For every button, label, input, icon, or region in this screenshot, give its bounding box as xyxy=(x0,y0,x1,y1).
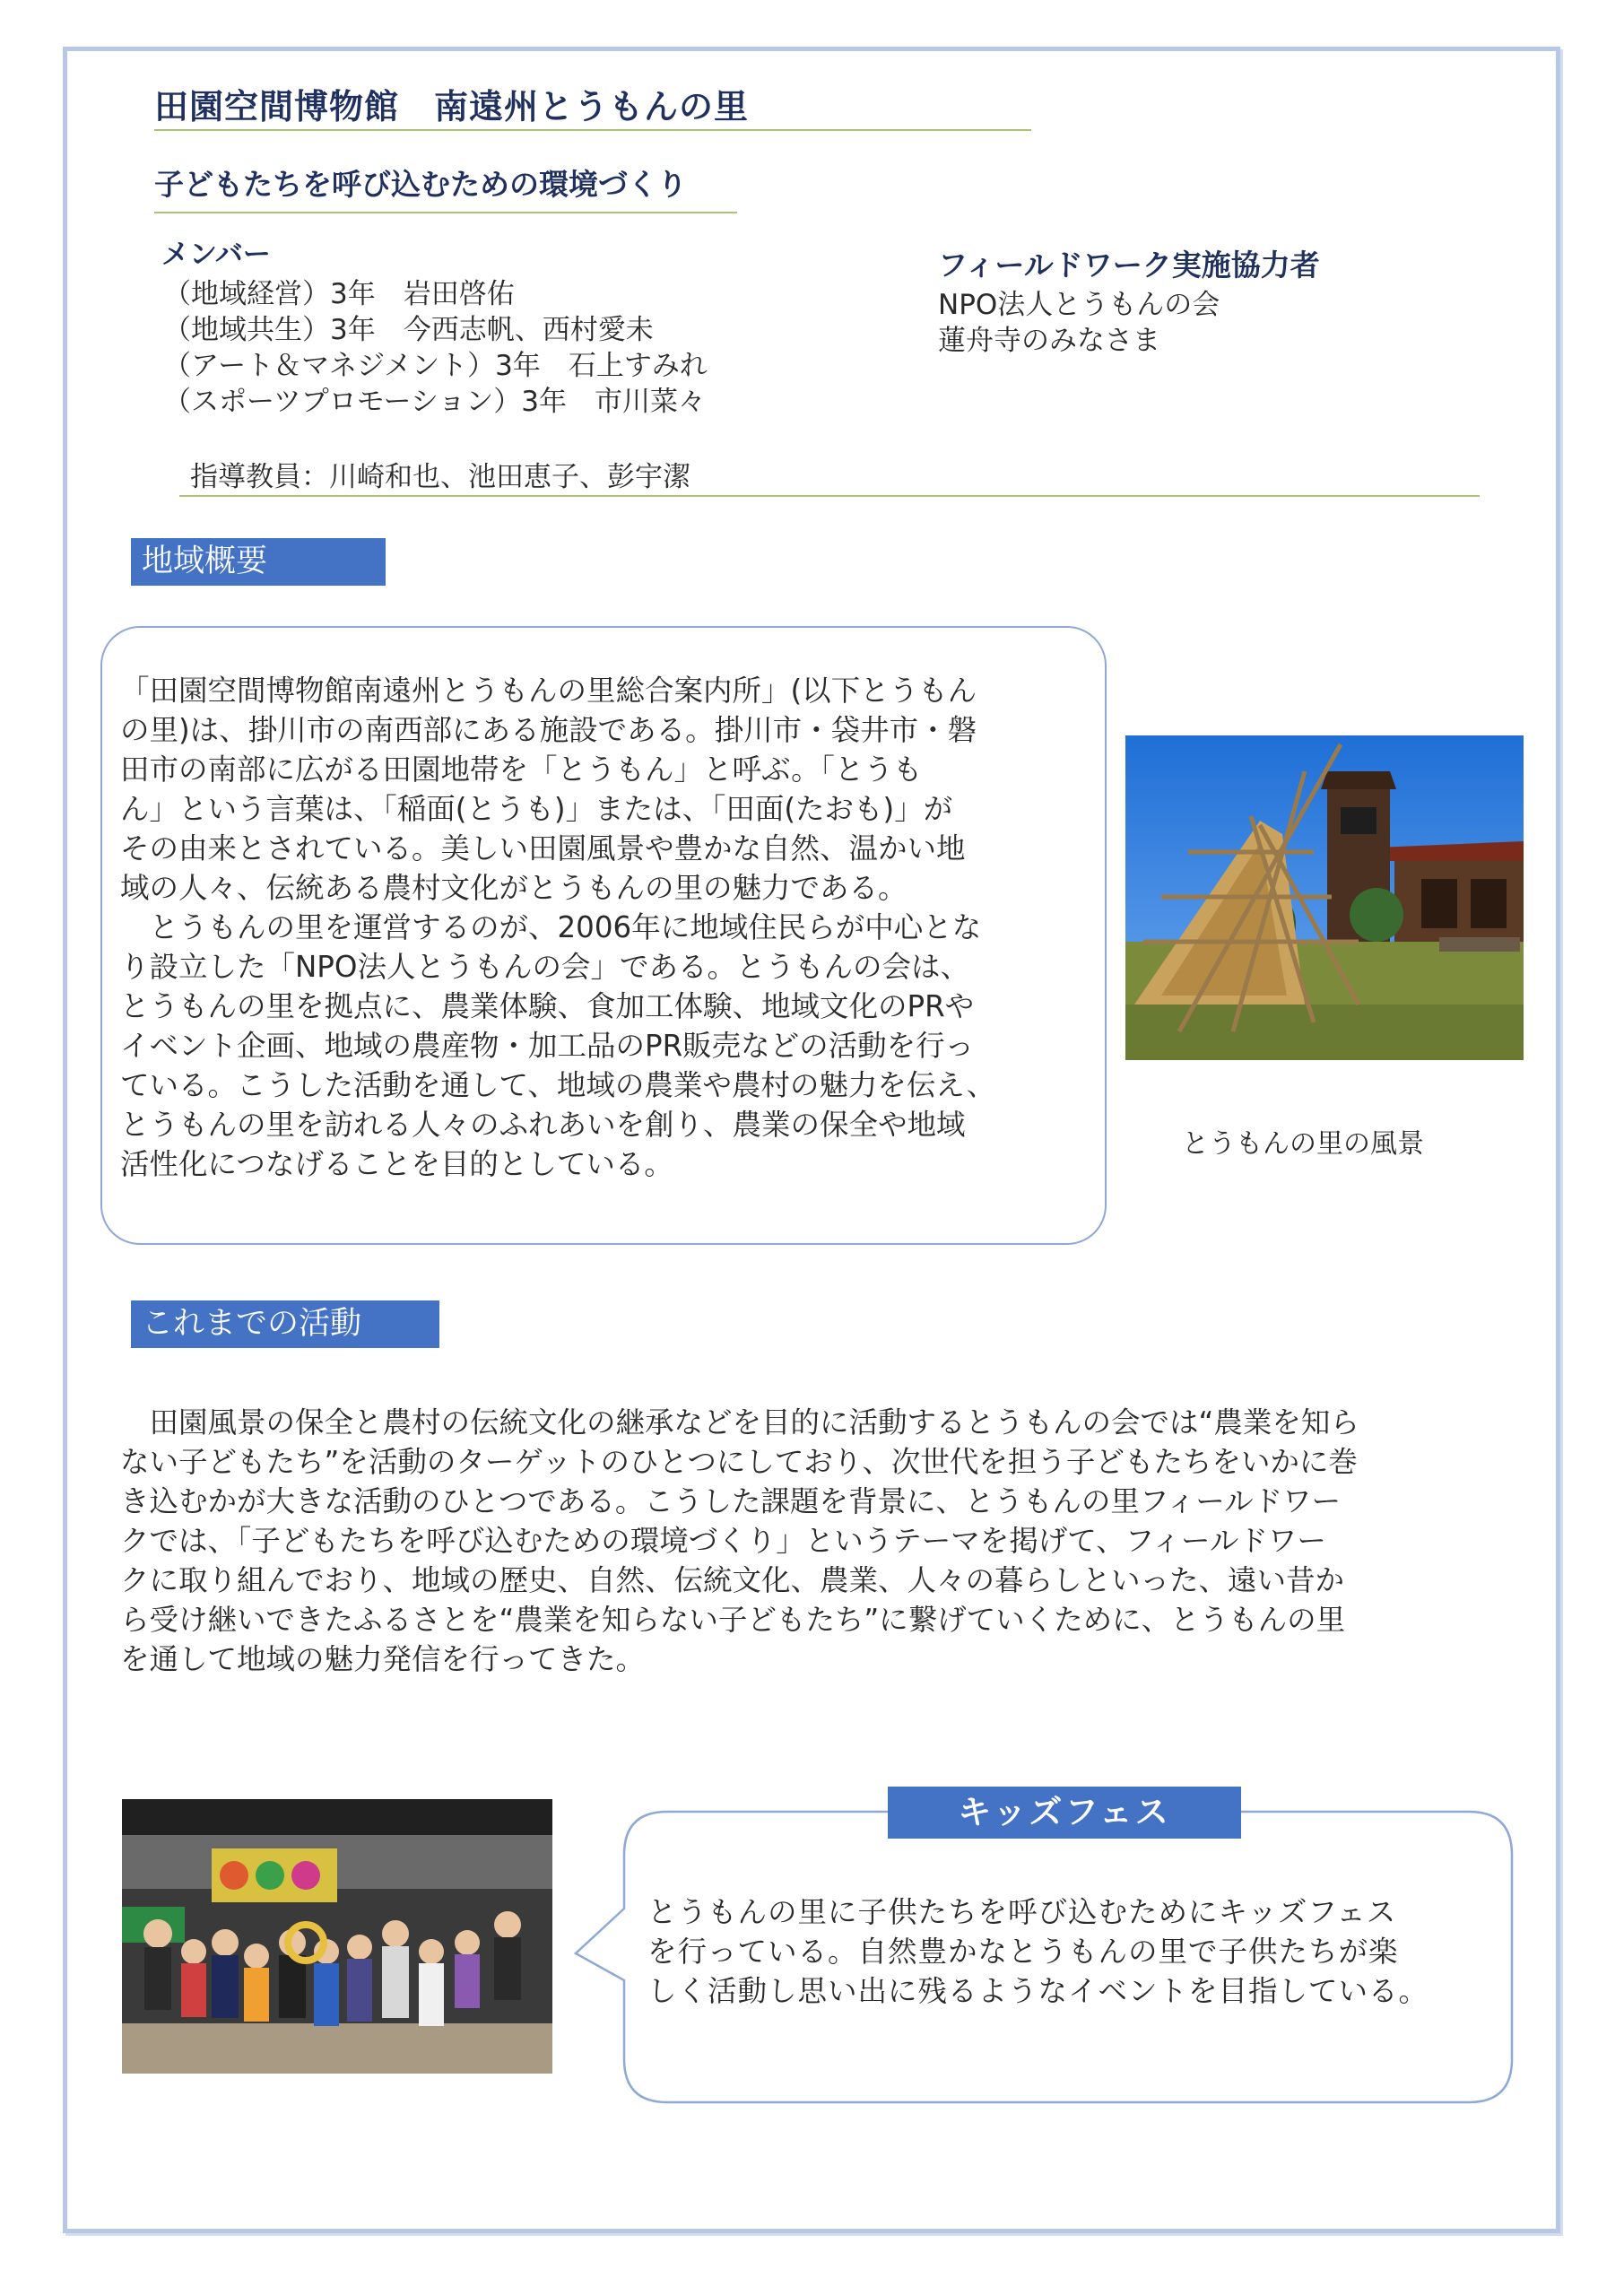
activities-line: クでは、「子どもたちを呼び込むための環境づくり」というテーマを掲げて、フィールドワー xyxy=(120,1524,1326,1558)
title-divider xyxy=(154,129,1031,131)
landscape-photo xyxy=(1125,735,1524,1060)
activities-line: 田園風景の保全と農村の伝統文化の継承などを目的に活動するとうもんの会では“農業を知ら xyxy=(120,1405,1359,1439)
kids-fes-line: を行っている。自然豊かなとうもんの里で子供たちが楽 xyxy=(647,1935,1399,1969)
overview-line: 「田園空間博物館南遠州とうもんの里総合案内所」(以下とうもん xyxy=(120,674,977,708)
member-line: （地域経営）3年 岩田啓佑 xyxy=(163,278,515,310)
kids-fes-line: しく活動し思い出に残るようなイベントを目指している。 xyxy=(647,1974,1429,2008)
overview-line: ている。こうした活動を通して、地域の農業や農村の魅力を伝え、 xyxy=(120,1068,996,1102)
overview-line: その由来とされている。美しい田園風景や豊かな自然、温かい地 xyxy=(120,831,966,865)
kids-fes-line: とうもんの里に子供たちを呼び込むためにキッズフェス xyxy=(647,1895,1397,1929)
activities-line: クに取り組んでおり、地域の歴史、自然、伝統文化、農業、人々の暮らしといった、遠い昔か xyxy=(120,1563,1345,1597)
member-line: （スポーツプロモーション）3年 市川菜々 xyxy=(163,386,707,418)
page-subtitle: 子どもたちを呼び込むための環境づくり xyxy=(154,167,687,202)
page-title: 田園空間博物館 南遠州とうもんの里 xyxy=(154,87,750,126)
overview-line: イベント企画、地域の農産物・加工品のPR販売などの活動を行っ xyxy=(120,1029,975,1063)
cooperators-label: フィールドワーク実施協力者 xyxy=(938,248,1320,283)
cooperator-line: NPO法人とうもんの会 xyxy=(938,289,1220,321)
overview-line: とうもんの里を訪れる人々のふれあいを創り、農業の保全や地域 xyxy=(120,1108,966,1142)
cooperator-line: 蓮舟寺のみなさま xyxy=(938,325,1160,357)
activities-line: き込むかが大きな活動のひとつである。こうした課題を背景に、とうもんの里フィールドワー xyxy=(120,1484,1342,1518)
landscape-photo-caption: とうもんの里の風景 xyxy=(1182,1128,1424,1160)
header-divider xyxy=(179,495,1480,497)
kids-fes-group-photo xyxy=(122,1799,552,2074)
overview-line: 域の人々、伝統ある農村文化がとうもんの里の魅力である。 xyxy=(120,871,908,905)
overview-line: とうもんの里を拠点に、農業体験、食加工体験、地域文化のPRや xyxy=(120,989,975,1023)
overview-paragraph xyxy=(120,671,1098,1184)
section-heading-activities: これまでの活動 xyxy=(131,1300,439,1348)
member-line: （地域共生）3年 今西志帆、西村愛未 xyxy=(163,314,654,346)
subtitle-divider xyxy=(154,212,737,213)
members-label: メンバー xyxy=(161,239,271,271)
overview-line: 活性化につなげることを目的としている。 xyxy=(120,1147,673,1181)
overview-line: とうもんの里を運営するのが、2006年に地域住民らが中心とな xyxy=(120,910,982,944)
section-heading-overview: 地域概要 xyxy=(131,538,386,586)
kids-fes-heading: キッズフェス xyxy=(888,1787,1241,1839)
activities-paragraph xyxy=(120,1403,1519,1679)
overview-line: 田市の南部に広がる田園地帯を「とうもん」と呼ぶ。「とうも xyxy=(120,752,923,787)
overview-line: の里)は、掛川市の南西部にある施設である。掛川市・袋井市・磐 xyxy=(120,713,977,747)
advisors-line: 指導教員：川崎和也、池田恵子、彭宇潔 xyxy=(190,461,690,493)
overview-line: ん」という言葉は、「稲面(とうも)」または、「田面(たおも)」が xyxy=(120,792,953,826)
activities-line: ない子どもたち”を活動のターゲットのひとつにしており、次世代を担う子どもたちをいかに巻 xyxy=(120,1445,1358,1479)
activities-line: ら受け継いできたふるさとを“農業を知らない子どもたち”に繋げていくために、とうもんの里 xyxy=(120,1603,1346,1637)
activities-line: を通して地域の魅力発信を行ってきた。 xyxy=(120,1642,646,1676)
kids-fes-paragraph xyxy=(647,1892,1508,2011)
overview-line: り設立した「NPO法人とうもんの会」である。とうもんの会は、 xyxy=(120,950,969,984)
member-line: （アート＆マネジメント）3年 石上すみれ xyxy=(163,350,708,382)
